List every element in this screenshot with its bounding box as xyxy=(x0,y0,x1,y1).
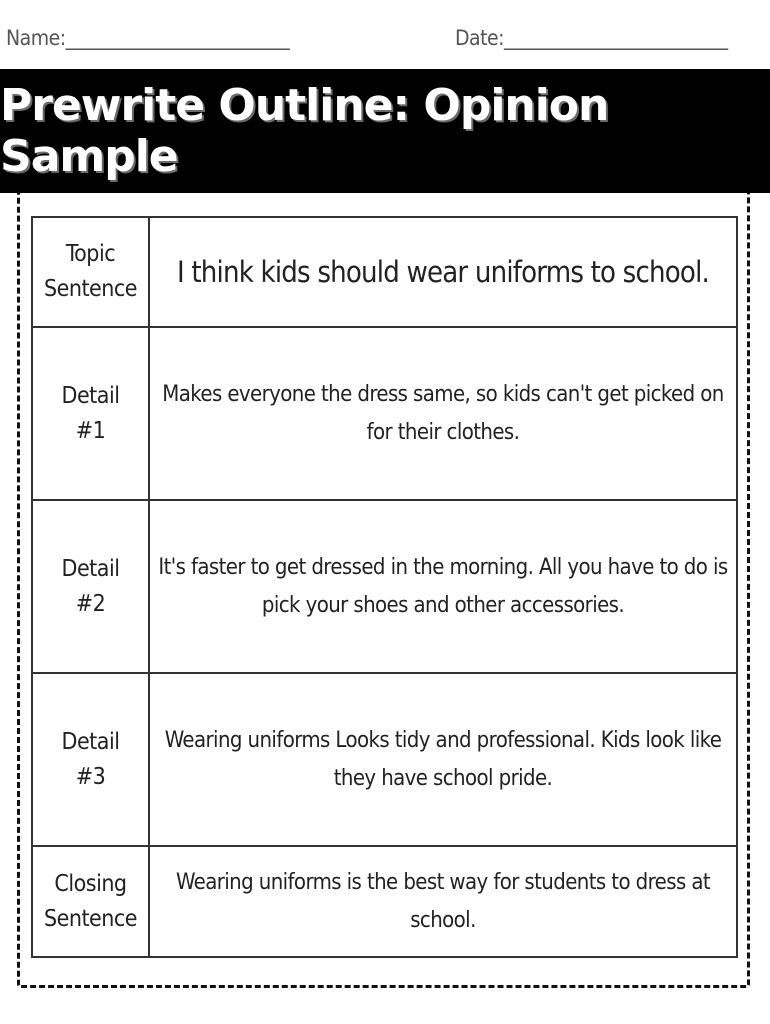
name-line: Name:_________________________ xyxy=(6,26,290,50)
row-content: It's faster to get dressed in the morning. All you have to do is pick your shoes and other accessories. xyxy=(149,500,737,673)
row-label xyxy=(32,846,149,957)
row-label-line1: Detail xyxy=(61,382,120,409)
row-label xyxy=(32,673,149,846)
row-content: Makes everyone the dress same, so kids can't get picked on for their clothes. xyxy=(149,327,737,500)
row-content: Wearing uniforms Looks tidy and professional. Kids look like they have school pride. xyxy=(149,673,737,846)
table-row-detail-1 xyxy=(32,327,737,500)
page-title: Prewrite Outline: Opinion Sample xyxy=(0,80,609,182)
row-label-line2: #3 xyxy=(75,763,106,790)
table-row-detail-2 xyxy=(32,500,737,673)
row-label-line2: Sentence xyxy=(43,276,138,302)
row-label-line1: Topic xyxy=(65,241,116,267)
table-row-closing-sentence xyxy=(32,846,737,957)
table-row-topic-sentence xyxy=(32,217,737,327)
row-label xyxy=(32,327,149,500)
row-label-line1: Closing xyxy=(54,870,127,897)
row-label-line2: #2 xyxy=(75,590,106,617)
row-content: Wearing uniforms is the best way for students to dress at school. xyxy=(149,846,737,957)
outline-table xyxy=(31,216,738,958)
title-banner xyxy=(0,69,770,193)
date-line: Date:_________________________ xyxy=(455,26,728,50)
row-label-line2: Sentence xyxy=(43,905,138,932)
table-row-detail-3 xyxy=(32,673,737,846)
row-label-line1: Detail xyxy=(61,728,120,755)
row-label xyxy=(32,500,149,673)
row-label-line1: Detail xyxy=(61,555,120,582)
row-content: I think kids should wear uniforms to school. xyxy=(149,217,737,327)
row-label xyxy=(32,217,149,327)
row-label-line2: #1 xyxy=(75,417,106,444)
